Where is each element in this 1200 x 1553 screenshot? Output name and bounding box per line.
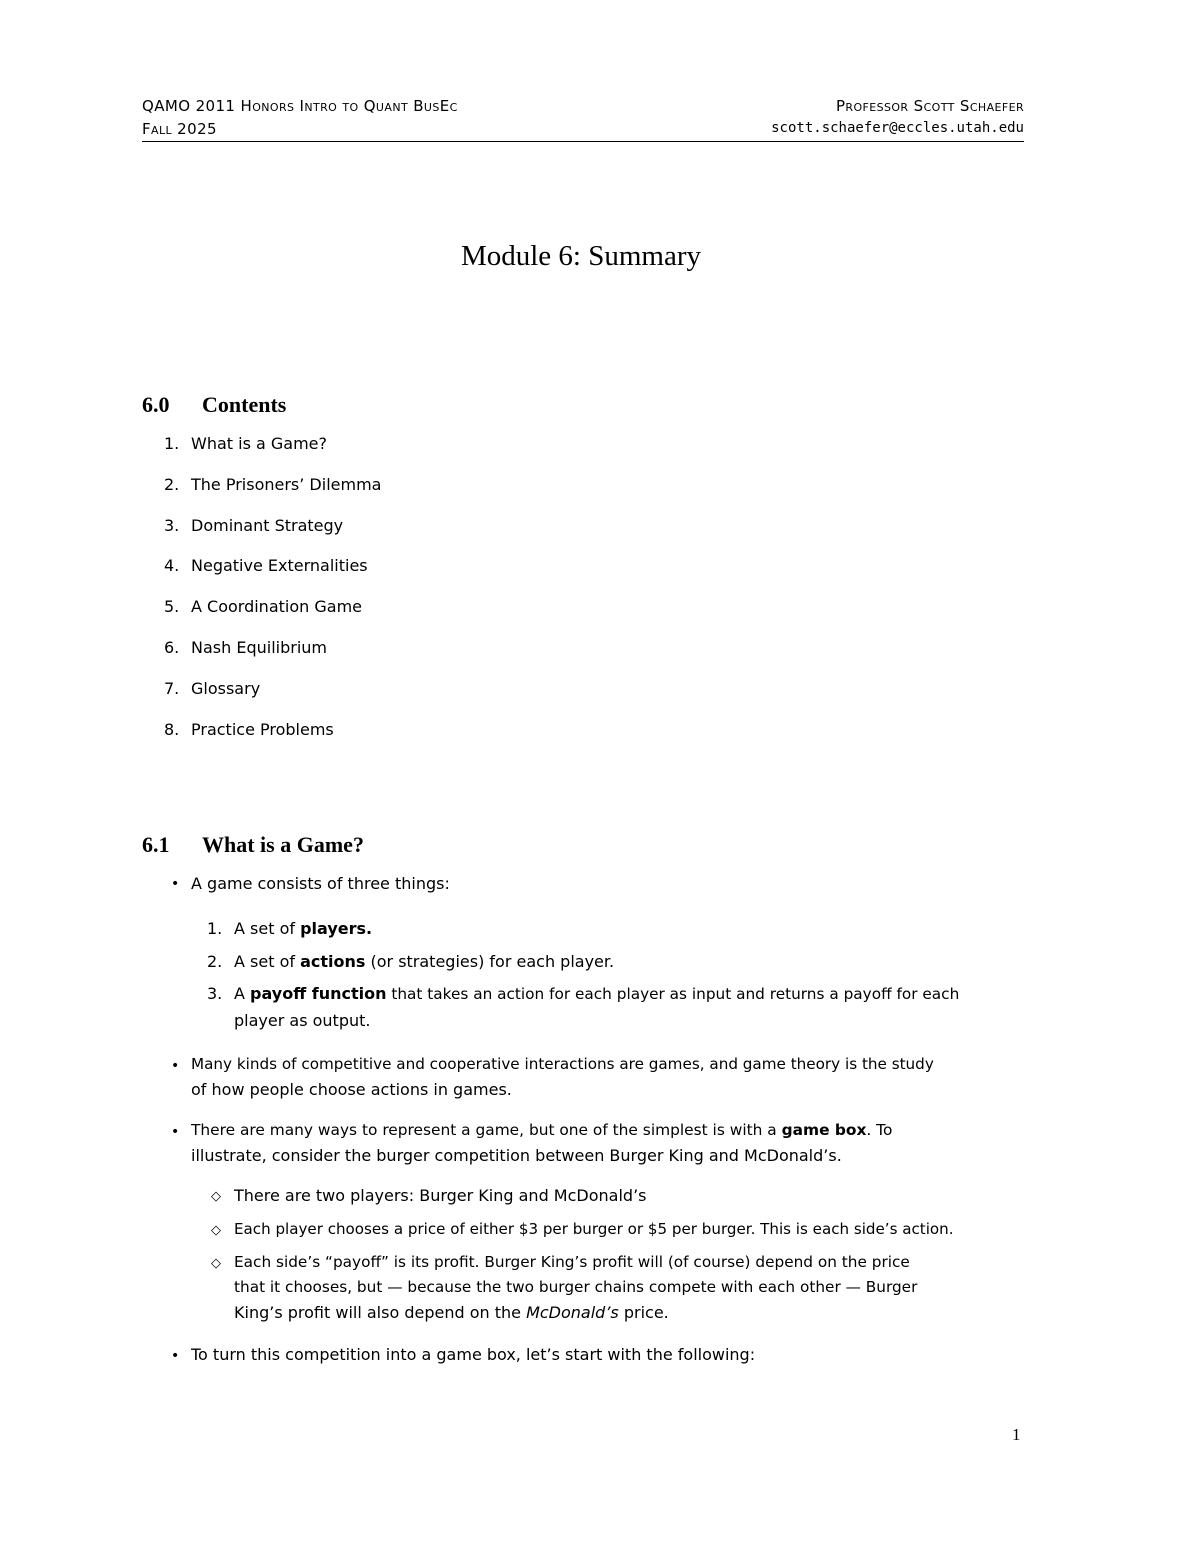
contents-heading: 6.0 Contents xyxy=(142,392,287,417)
bullet-icon: • xyxy=(171,876,180,892)
contents-item[interactable]: 8. Practice Problems xyxy=(164,719,334,739)
bullet-text: Many kinds of competitive and cooperative interactions are games, and game theory is the study xyxy=(191,1055,934,1073)
contents-item[interactable]: 3. Dominant Strategy xyxy=(164,515,344,535)
page-title: Module 6: Summary xyxy=(460,240,702,272)
bullet-text: A game consists of three things: xyxy=(191,874,450,893)
sub-bullet-text: Each side’s “payoff” is its profit. Burger King’s profit will (of course) depend on the price xyxy=(234,1253,910,1271)
page-number: 1 xyxy=(1012,1425,1021,1444)
contents-item[interactable]: 2. The Prisoners’ Dilemma xyxy=(164,474,382,494)
list-item: 2. A set of actions (or strategies) for each player. xyxy=(207,952,615,971)
list-item-continuation: player as output. xyxy=(234,1011,371,1030)
contents-item[interactable]: 1. What is a Game? xyxy=(164,434,328,453)
list-item: 1. A set of players. xyxy=(207,919,373,938)
email-link[interactable]: scott.schaefer@eccles.utah.edu xyxy=(771,120,1024,136)
contents-item[interactable]: 4. Negative Externalities xyxy=(164,556,368,576)
contents-item[interactable]: 7. Glossary xyxy=(164,678,261,698)
term: Fall 2025 xyxy=(142,120,217,138)
header-row-2 xyxy=(142,120,1024,138)
bullet-icon: • xyxy=(171,1348,180,1364)
bullet-text: There are many ways to represent a game, but one of the simplest is with a game box. To xyxy=(191,1121,893,1139)
professor-name: Professor Scott Schaefer xyxy=(835,97,1024,115)
bullet-icon: • xyxy=(171,1058,180,1074)
diamond-bullet-icon: ◇ xyxy=(211,1256,221,1271)
header-row-1 xyxy=(142,97,1024,115)
diamond-bullet-icon: ◇ xyxy=(211,1189,221,1204)
bullet-text-continuation: illustrate, consider the burger competition between Burger King and McDonald’s. xyxy=(191,1146,842,1165)
contents-list xyxy=(164,433,381,759)
bullet-text: To turn this competition into a game box, let’s start with the following: xyxy=(191,1345,756,1364)
sub-bullet-text-continuation: King’s profit will also depend on the McDonald’s price. xyxy=(234,1303,669,1322)
sub-bullet-text-continuation: that it chooses, but — because the two burger chains compete with each other — Burger xyxy=(234,1278,918,1296)
sub-bullet-text: Each player chooses a price of either $3 per burger or $5 per burger. This is each side’s action. xyxy=(234,1220,954,1238)
contents-item[interactable]: 6. Nash Equilibrium xyxy=(164,637,327,657)
bullet-icon: • xyxy=(171,1124,180,1140)
diamond-bullet-icon: ◇ xyxy=(211,1223,221,1238)
list-item: 3. A payoff function that takes an action for each player as input and returns a payoff for each xyxy=(207,984,960,1003)
section-heading-what-is-a-game: 6.1 What is a Game? xyxy=(142,832,364,857)
contents-item[interactable]: 5. A Coordination Game xyxy=(164,597,362,617)
bullet-text-continuation: of how people choose actions in games. xyxy=(191,1080,512,1099)
header-rule xyxy=(142,141,1024,142)
course-title: QAMO 2011 Honors Intro to Quant BusEc xyxy=(142,97,458,115)
sub-bullet-text: There are two players: Burger King and McDonald’s xyxy=(234,1186,647,1205)
